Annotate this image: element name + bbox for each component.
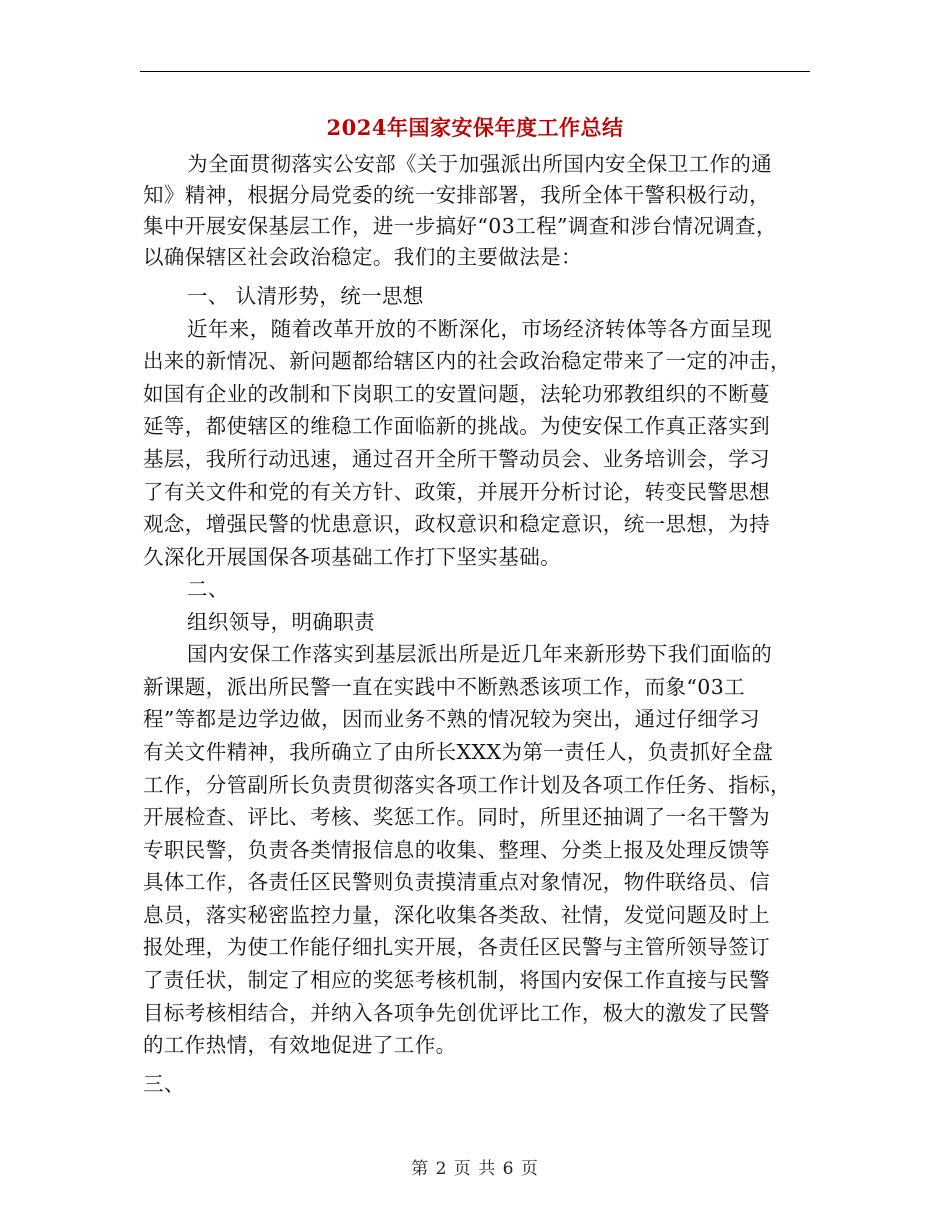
paragraph-line: 有关文件精神，我所确立了由所长XXX为第一责任人，负责抓好全盘 bbox=[143, 740, 774, 764]
section-number-3: 三、 bbox=[143, 1072, 185, 1096]
section-heading-1: 一、 认清形势，统一思想 bbox=[187, 284, 424, 308]
section-heading-2: 组织领导，明确职责 bbox=[187, 610, 376, 634]
paragraph-line: 为全面贯彻落实公安部《关于加强派出所国内安全保卫工作的通 bbox=[187, 152, 773, 176]
paragraph-line: 目标考核相结合，并纳入各项争先创优评比工作，极大的激发了民警 bbox=[143, 1001, 770, 1025]
paragraph-line: 程”等都是边学边做，因而业务不熟的情况较为突出，通过仔细学习 bbox=[143, 707, 760, 731]
paragraph-line: 了责任状，制定了相应的奖惩考核机制，将国内安保工作直接与民警 bbox=[143, 968, 770, 992]
paragraph-line: 工作，分管副所长负责贯彻落实各项工作计划及各项工作任务、指标， bbox=[143, 773, 791, 797]
paragraph-line: 报处理，为使工作能仔细扎实开展，各责任区民警与主管所领导签订 bbox=[143, 935, 770, 959]
paragraph-line: 国内安保工作落实到基层派出所是近几年来新形势下我们面临的 bbox=[187, 642, 773, 666]
paragraph-line: 以确保辖区社会政治稳定。我们的主要做法是： bbox=[143, 245, 582, 269]
paragraph-line: 新课题，派出所民警一直在实践中不断熟悉该项工作，而象“03工 bbox=[143, 675, 746, 699]
paragraph-line: 专职民警，负责各类情报信息的收集、整理、分类上报及处理反馈等 bbox=[143, 838, 770, 862]
header-rule bbox=[140, 71, 810, 72]
paragraph-line: 久深化开展国保各项基础工作打下坚实基础。 bbox=[143, 545, 561, 569]
paragraph-line: 开展检查、评比、考核、奖惩工作。同时，所里还抽调了一名干警为 bbox=[143, 805, 770, 829]
paragraph-line: 的工作热情，有效地促进了工作。 bbox=[143, 1033, 457, 1057]
paragraph-line: 基层，我所行动迅速，通过召开全所干警动员会、业务培训会，学习 bbox=[143, 447, 770, 471]
paragraph-line: 如国有企业的改制和下岗职工的安置问题，法轮功邪教组织的不断蔓 bbox=[143, 382, 770, 406]
paragraph-line: 集中开展安保基层工作，进一步搞好“03工程”调查和涉台情况调查， bbox=[143, 214, 777, 238]
paragraph-line: 知》精神，根据分局党委的统一安排部署，我所全体干警积极行动， bbox=[143, 183, 770, 207]
paragraph-line: 延等，都使辖区的维稳工作面临新的挑战。为使安保工作真正落实到 bbox=[143, 414, 770, 438]
section-number-2: 二、 bbox=[187, 577, 229, 601]
paragraph-line: 出来的新情况、新问题都给辖区内的社会政治稳定带来了一定的冲击， bbox=[143, 349, 791, 373]
document-title: 2024年国家安保年度工作总结 bbox=[326, 115, 624, 140]
page-number-footer: 第 2 页 共 6 页 bbox=[411, 1159, 539, 1179]
paragraph-line: 息员，落实秘密监控力量，深化收集各类敌、社情，发觉问题及时上 bbox=[143, 903, 770, 927]
paragraph-line: 了有关文件和党的有关方针、政策，并展开分析讨论，转变民警思想 bbox=[143, 480, 770, 504]
paragraph-line: 近年来，随着改革开放的不断深化，市场经济转体等各方面呈现 bbox=[187, 317, 773, 341]
paragraph-line: 观念，增强民警的忧患意识，政权意识和稳定意识，统一思想，为持 bbox=[143, 512, 770, 536]
paragraph-line: 具体工作，各责任区民警则负责摸清重点对象情况，物件联络员、信 bbox=[143, 870, 770, 894]
